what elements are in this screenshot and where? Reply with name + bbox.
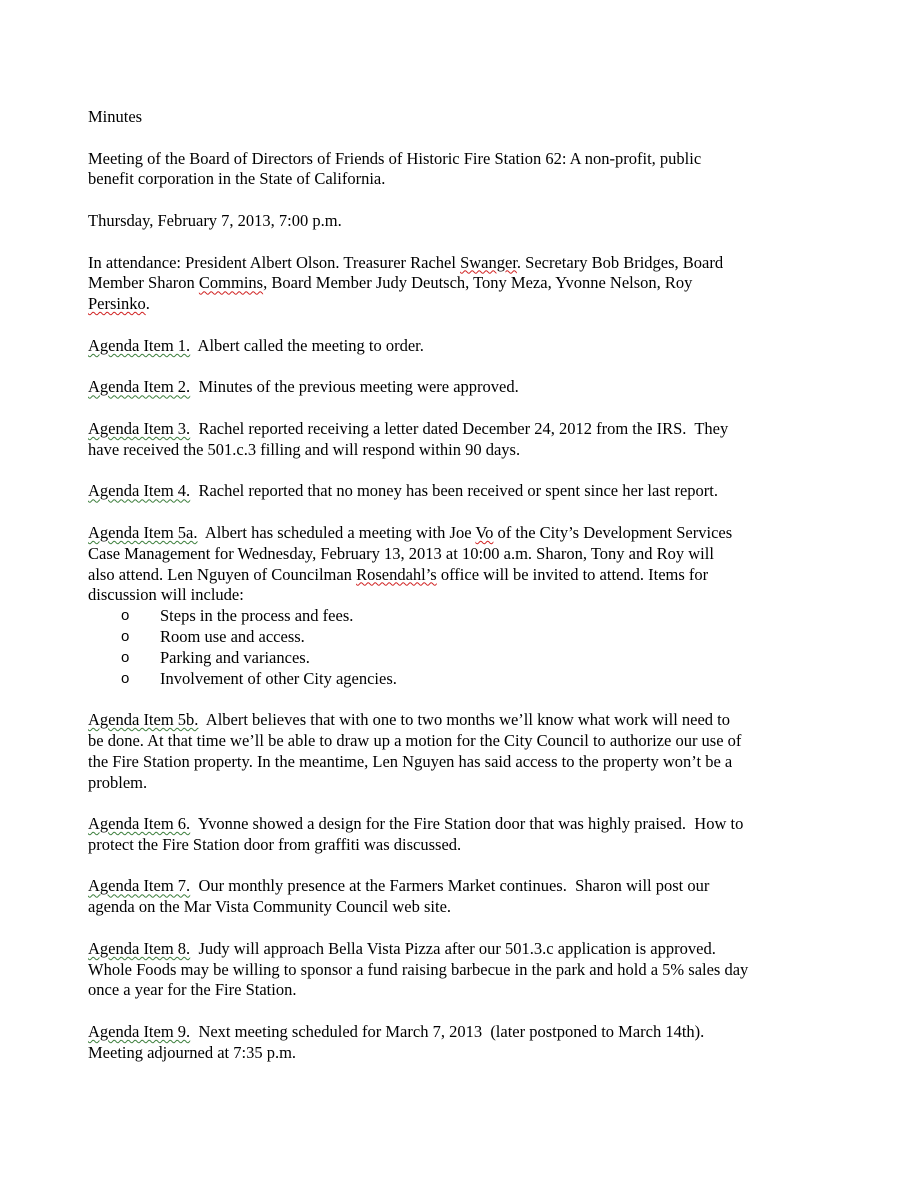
misspelled-word: Persinko xyxy=(88,294,146,314)
agenda-item-label: Agenda Item 4. xyxy=(88,481,191,501)
attendance: In attendance: President Albert Olson. Treasurer Rachel Swanger. Secretary Bob Bridges, Board Member Sharon Commins, Board Member Judy Deutsch, Tony Meza, Yvonne Nelson, Roy Persinko. xyxy=(88,252,724,314)
misspelled-word: Rosendahl’s xyxy=(356,564,437,584)
agenda-item-6: Agenda Item 6. Yvonne showed a design for the Fire Station door that was highly praised. How to protect the Fire Station door from graffiti was discussed. xyxy=(88,814,744,854)
agenda-item-label: Agenda Item 5b. xyxy=(88,710,199,730)
doc-title: Minutes xyxy=(88,107,143,126)
list-item: o Involvement of other City agencies. xyxy=(121,668,397,688)
bullet-circle-icon: o xyxy=(121,648,130,666)
agenda-item-label: Agenda Item 6. xyxy=(88,814,191,834)
agenda-item-2: Agenda Item 2. Minutes of the previous meeting were approved. xyxy=(88,377,519,397)
misspelled-word: Swanger xyxy=(460,252,517,272)
agenda-item-8: Agenda Item 8. Judy will approach Bella Vista Pizza after our 501.3.c application is approved. Whole Foods may be willing to sponsor a fund raising barbecue in the park and hold a 5% sales day once a year for the Fire Station. xyxy=(88,938,749,1000)
bullet-circle-icon: o xyxy=(121,669,130,687)
meeting-description: Meeting of the Board of Directors of Friends of Historic Fire Station 62: A non-profit, public benefit corporation in the State of California. xyxy=(88,148,702,189)
agenda-item-7: Agenda Item 7. Our monthly presence at the Farmers Market continues. Sharon will post our agenda on the Mar Vista Community Council web site. xyxy=(88,876,710,917)
agenda-item-5a: Agenda Item 5a. Albert has scheduled a meeting with Joe Vo of the City’s Development Services Case Management for Wednesday, February 13, 2013 at 10:00 a.m. Sharon, Tony and Roy will also attend. Len Nguyen of Councilman Rosendahl’s office will be invited to attend. Items for discussion will include: o Steps in the process and fees. o Room use and access. o Parking and variances. o Involvement of other City agencies. xyxy=(88,523,828,689)
agenda-item-label: Agenda Item 2. xyxy=(88,377,191,397)
meeting-date: Thursday, February 7, 2013, 7:00 p.m. xyxy=(88,210,342,230)
agenda-item-5b: Agenda Item 5b. Albert believes that with one to two months we’ll know what work will need to be done. At that time we’ll be able to draw up a motion for the City Council to authorize our use of the Fire Station property. In the meantime, Len Nguyen has said access to the property won’t be a problem. xyxy=(88,710,742,792)
agenda-item-4: Agenda Item 4. Rachel reported that no money has been received or spent since her last report. xyxy=(88,481,718,501)
agenda-item-label: Agenda Item 7. xyxy=(88,876,191,896)
agenda-item-3: Agenda Item 3. Rachel reported receiving a letter dated December 24, 2012 from the IRS. They have received the 501.c.3 filling and will respond within 90 days. xyxy=(88,418,729,459)
list-item: o Steps in the process and fees. xyxy=(121,606,354,626)
misspelled-word: Commins xyxy=(198,273,264,293)
bullet-circle-icon: o xyxy=(121,607,130,625)
document-body xyxy=(88,107,828,1084)
agenda-item-label: Agenda Item 8. xyxy=(88,938,191,958)
agenda-item-1: Agenda Item 1. Albert called the meeting to order. xyxy=(88,335,424,355)
agenda-item-label: Agenda Item 9. xyxy=(88,1022,191,1042)
agenda-item-label: Agenda Item 1. xyxy=(88,335,191,355)
agenda-item-label: Agenda Item 5a. xyxy=(88,522,198,542)
agenda-item-9: Agenda Item 9. Next meeting scheduled for March 7, 2013 (later postponed to March 14th). Meeting adjourned at 7:35 p.m. xyxy=(88,1022,705,1062)
agenda-item-label: Agenda Item 3. xyxy=(88,418,191,438)
discussion-list xyxy=(88,606,828,689)
list-item: o Parking and variances. xyxy=(121,647,310,667)
misspelled-word: Vo xyxy=(475,522,494,542)
bullet-circle-icon: o xyxy=(121,627,130,645)
list-item: o Room use and access. xyxy=(121,626,305,646)
